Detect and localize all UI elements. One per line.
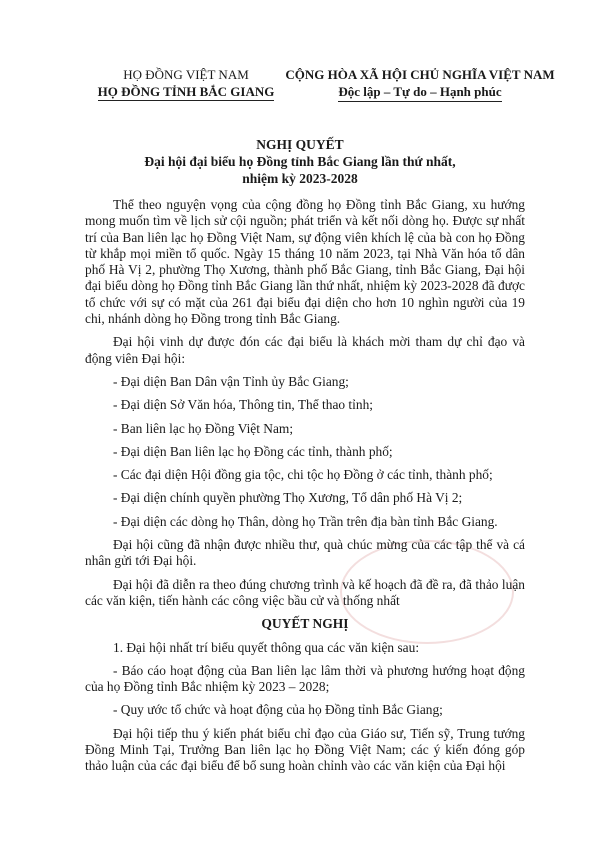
guest-item: - Đại diện Ban Dân vận Tỉnh ủy Bắc Giang; — [113, 373, 349, 389]
guest-item: - Các đại diện Hội đồng gia tộc, chi tộc họ Đồng ở các tỉnh, thành phố; — [113, 467, 493, 483]
guest-item: - Đại diện Ban liên lạc họ Đồng các tỉnh, thành phố; — [113, 443, 393, 459]
guest-item: - Ban liên lạc họ Đồng Việt Nam; — [113, 420, 294, 436]
resolution-item-1a: - Báo cáo hoạt động của Ban liên lạc lâm thời và phương hướng hoạt động của họ Đồng tỉnh Bắc nhiệm kỳ 2023 – 2028; — [85, 662, 525, 695]
national-heading — [270, 66, 570, 102]
guest-item: - Đại diện các dòng họ Thân, dòng họ Trần trên địa bàn tỉnh Bắc Giang. — [113, 513, 498, 529]
guests-intro: Đại hội vinh dự được đón các đại biểu là khách mời tham dự chỉ đạo và động viên Đại hội: — [85, 334, 525, 366]
national-motto: Độc lập – Tự do – Hạnh phúc — [338, 83, 501, 102]
resolution-item-1b: - Quy ước tổ chức và hoạt động của họ Đồng tỉnh Bắc Giang; — [113, 702, 443, 718]
title-sub-2: nhiệm kỳ 2023-2028 — [242, 171, 358, 186]
document-body — [85, 197, 525, 782]
title-sub-1: Đại hội đại biểu họ Đồng tỉnh Bắc Giang lần thứ nhất, — [144, 154, 456, 169]
document-title — [0, 136, 600, 187]
guest-item: - Đại diện chính quyền phường Thọ Xương, Tổ dân phố Hà Vị 2; — [113, 490, 463, 506]
org-national: HỌ ĐỒNG VIỆT NAM — [123, 67, 249, 82]
title-main: NGHỊ QUYẾT — [256, 137, 344, 152]
resolution-item-1: 1. Đại hội nhất trí biểu quyết thông qua các văn kiện sau: — [113, 639, 420, 655]
proceedings-paragraph: Đại hội đã diễn ra theo đúng chương trình và kế hoạch đã đề ra, đã thảo luận các văn kiện, tiến hành các công việc bầu cử và thống nhất — [85, 576, 525, 608]
guest-item: - Đại diện Sở Văn hóa, Thông tin, Thể thao tỉnh; — [113, 397, 373, 413]
intro-paragraph: Thể theo nguyện vọng của cộng đồng họ Đồng tỉnh Bắc Giang, xu hướng mong muốn tìm về lịch sử cội nguồn; phát triển và kết nối dòng họ. Được sự nhất trí của Ban liên lạc họ Đồng Việt Nam, sự động viên khích lệ của bà con họ Đồng từ khắp mọi miền tổ quốc. Ngày 15 tháng 10 năm 2023, tại Nhà Văn hóa tổ dân phố Hà Vị 2, phường Thọ Xương, thành phố Bắc Giang, tỉnh Bắc Giang, Đại hội đại biểu dòng họ Đồng tỉnh Bắc Giang lần thứ nhất, nhiệm kỳ 2023-2028 đã được tổ chức với sự có mặt của 261 đại biểu đại diện cho hơn 10 nghìn người của 19 chi, nhánh dòng họ Đồng trong tỉnh Bắc Giang. — [85, 197, 525, 327]
resolution-heading: QUYẾT NGHỊ — [261, 616, 349, 632]
org-provincial: HỌ ĐỒNG TỈNH BẮC GIANG — [97, 84, 275, 99]
resolution-closing: Đại hội tiếp thu ý kiến phát biểu chỉ đạo của Giáo sư, Tiến sỹ, Trung tướng Đồng Minh Tại, Trưởng Ban liên lạc họ Đồng Việt Nam; các ý kiến đóng góp thảo luận của các đại biểu để bổ sung hoàn chỉnh vào các văn kiện của Đại hội — [85, 725, 525, 774]
country-name: CỘNG HÒA XÃ HỘI CHỦ NGHĨA VIỆT NAM — [285, 67, 555, 82]
letters-paragraph: Đại hội cũng đã nhận được nhiều thư, quà chúc mừng của các tập thể và cá nhân gửi tới Đại hội. — [85, 537, 525, 569]
issuing-organization — [86, 66, 286, 101]
